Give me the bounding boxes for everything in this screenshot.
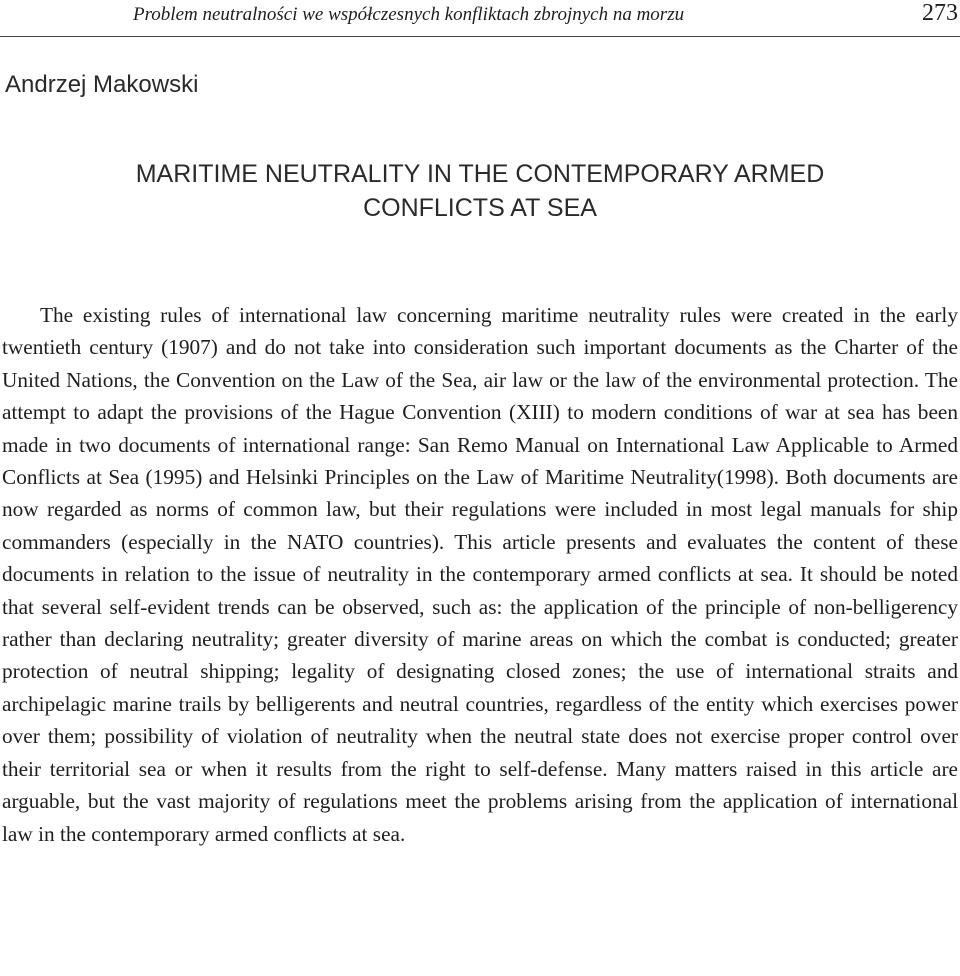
running-title: Problem neutralności we współczesnych konfliktach zbrojnych na morzu [133,4,685,25]
running-header [0,0,960,37]
article-title [0,157,960,225]
author-name: Andrzej Makowski [5,71,199,98]
article-title-line-1: MARITIME NEUTRALITY IN THE CONTEMPORARY ARMED [135,160,825,188]
page-number: 273 [922,0,958,26]
abstract-paragraph: The existing rules of international law concerning maritime neutrality rules were created in the early twentieth century (1907) and do not take into consideration such important documents as the Charter of the United Nations, the Convention on the Law of the Sea, air law or the law of the environmental protection. The attempt to adapt the provisions of the Hague Convention (XIII) to modern conditions of war at sea has been made in two documents of international range: San Remo Manual on International Law Applicable to Armed Conflicts at Sea (1995) and Helsinki Principles on the Law of Maritime Neutrality(1998). Both documents are now regarded as norms of common law, but their regulations were included in most legal manuals for ship commanders (especially in the NATO countries). This article presents and evaluates the content of these documents in relation to the issue of neutrality in the contemporary armed conflicts at sea. It should be noted that several self-evident trends can be observed, such as: the application of the principle of non-belligerency rather than declaring neutrality; greater diversity of marine areas on which the combat is conducted; greater protection of neutral shipping; legality of designating closed zones; the use of international straits and archipelagic marine trails by belligerents and neutral countries, regardless of the entity which exercises power over them; possibility of violation of neutrality when the neutral state does not exercise proper control over their territorial sea or when it results from the right to self-defense. Many matters raised in this article are arguable, but the vast majority of regulations meet the problems arising from the application of international law in the contemporary armed conflicts at sea. [2,303,958,846]
article-title-line-2: CONFLICTS AT SEA [363,194,597,222]
